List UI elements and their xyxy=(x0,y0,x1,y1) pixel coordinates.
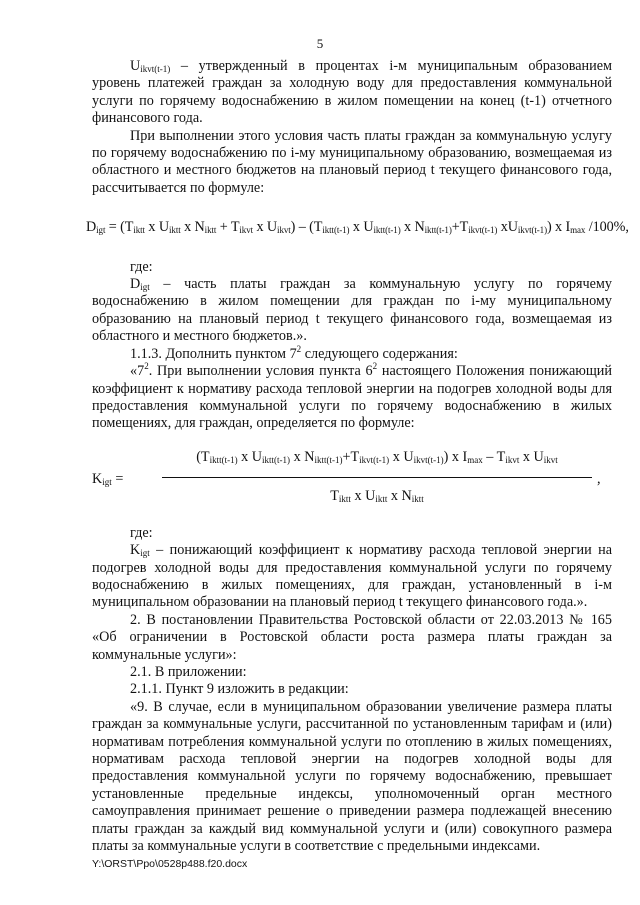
paragraph-u-definition: $U_{ikvt(t-1)}$ – утвержденный в процентах i-м муниципальным образованием уровень платежей граждан за холодную воду для предоставления коммунальной услуги по горячему водоснабжению в жилом помещении на конец (t-1) отчетного финансового года. xyxy=(92,58,612,127)
formula-k-comma: , xyxy=(597,470,601,487)
paragraph-point-9-edit: 2.1.1. Пункт 9 изложить в редакции: xyxy=(130,681,349,698)
formula-k-fraction xyxy=(162,449,592,505)
document-body xyxy=(86,58,629,855)
footer-file-path: Y:\ORST\Ppo\0528p488.f20.docx xyxy=(92,858,248,870)
paragraph-k-definition: $K_{igt}$ – понижающий коэффициент к нормативу расхода тепловой энергии на подогрев холодной воды для предоставления коммунальной услуги по горячему водоснабжению в жилых помещениях, для граждан, установленный в i-м муниципальном образовании на плановый период t текущего финансового года.». xyxy=(92,542,612,611)
formula-k-denominator: $T_{iktt}$ x $U_{iktt}$ x $N_{iktt}$ xyxy=(330,487,424,504)
formula-d-igt: $D_{igt} = (T_{iktt}$ x $U_{iktt}$ x $N_{iktt} + T_{ikvt}$ x $U_{ikvt}) - (T_{iktt(t-1)}$ x $U_{iktt(t-1)}$ x $N_{iktt(t-1)}+T_{ikvt(t-1)}$ $xU_{ikvt(t-1)}$) x $I_{max}$ /100%, xyxy=(86,219,629,236)
paragraph-resolution-165: 2. В постановлении Правительства Ростовской области от 22.03.2013 № 165 «Об ограничении в Ростовской области роста размера платы граждан за коммунальные услуги»: xyxy=(92,611,612,663)
formula-k-lhs: $K_{igt}$ = xyxy=(92,470,124,487)
formula-k-numerator: ($T_{iktt(t-1)}$ x $U_{iktt(t-1)}$ x $N_{iktt(t-1)}+T_{ikvt(t-1)}$ x $U_{ikvt(t-1)}$) x $I_{max} - T_{ikvt}$ x $U_{ikvt}$ xyxy=(196,448,558,465)
paragraph-condition: При выполнении этого условия часть платы граждан за коммунальную услугу по горячему водоснабжению по i-му муниципальному образованию, возмещаемая из областного и местного бюджетов на плановый период t текущего финансового года, рассчитывается по формуле: xyxy=(92,127,612,196)
fraction-bar xyxy=(162,477,592,478)
paragraph-appendix: 2.1. В приложении: xyxy=(130,663,247,680)
formula-k-igt xyxy=(92,449,612,513)
paragraph-point-7-2: «$7^2$. При выполнении условия пункта $6^2$ настоящего Положения понижающий коэффициент к нормативу расхода тепловой энергии на подогрев холодной воды для предоставления коммунальной услуги по горячему водоснабжению в жилых помещениях, для граждан, определяется по формуле: xyxy=(92,361,612,432)
page-number: 5 xyxy=(316,36,324,51)
paragraph-point-9: «9. В случае, если в муниципальном образовании увеличение размера платы граждан за коммунальные услуги, рассчитанной по установленным тарифам и (или) нормативам потребления коммунальной услуги по отоплению в жилых помещениях, нормативам расхода тепловой энергии на подогрев холодной воды для предоставления коммунальной услуги по горячему водоснабжению, превышает установленные предельные индексы, уполномоченный орган местного самоуправления принимает решение о приведении размера подлежащей внесению платы граждан за каждый вид коммунальной услуги и (или) совокупного размера платы за коммунальные услуги в соответствие с предельными индексами. xyxy=(92,698,612,855)
paragraph-where-1: где: xyxy=(130,258,153,275)
paragraph-add-point: 1.1.3. Дополнить пунктом $7^2$ следующего содержания: xyxy=(130,343,458,362)
paragraph-d-definition: $D_{igt}$ – часть платы граждан за коммунальную услугу по горячему водоснабжению в жилом помещении для граждан по i-му муниципальному образованию на плановый период t текущего финансового года, возмещаемая из областного и местного бюджетов.». xyxy=(92,276,612,345)
paragraph-where-2: где: xyxy=(130,524,153,541)
